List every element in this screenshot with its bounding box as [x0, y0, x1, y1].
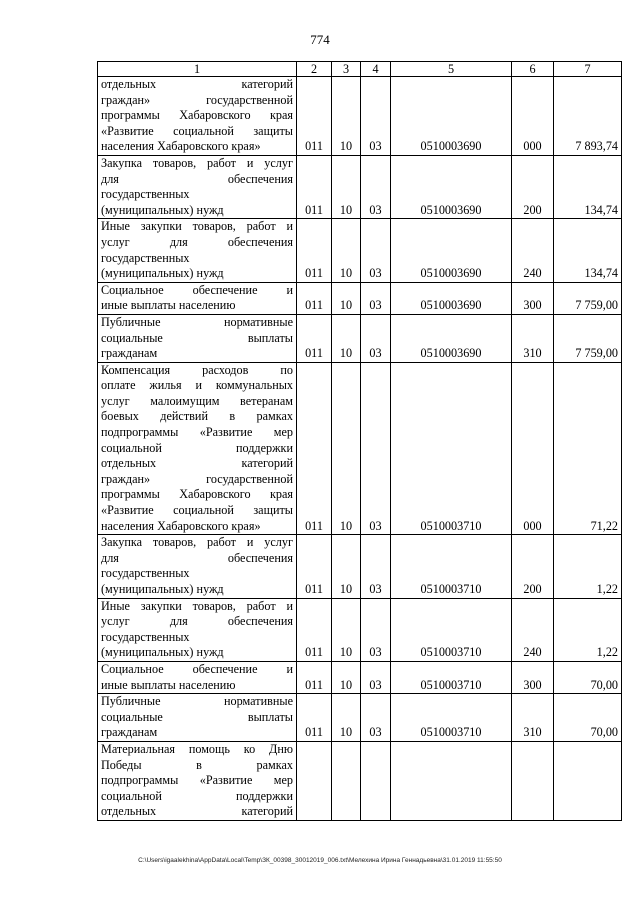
description-line: Иные закупки товаров, работ и [101, 219, 293, 234]
row-description [98, 535, 297, 598]
subsection-cell [361, 741, 391, 820]
expense-type-cell: 300 [512, 282, 554, 314]
row-description [98, 282, 297, 314]
description-line: государственных [101, 629, 190, 644]
description-line: для обеспечения [101, 550, 293, 565]
description-line: государственных [101, 566, 190, 581]
description-line: социальные выплаты [101, 709, 293, 724]
description-line: Победы в рамках [101, 757, 293, 772]
description-line: гражданам [101, 346, 158, 361]
section-cell: 10 [332, 362, 361, 535]
expense-type-cell: 000 [512, 362, 554, 535]
description-line: населения Хабаровского края» [101, 139, 261, 154]
description-line: Материальная помощь ко Дню [101, 741, 293, 756]
description-line: для обеспечения [101, 171, 293, 186]
admin-code-cell: 011 [297, 219, 332, 282]
table-row [98, 282, 622, 314]
target-article-cell: 0510003710 [391, 661, 512, 693]
column-header: 3 [332, 62, 361, 77]
amount-cell: 7 759,00 [554, 314, 622, 362]
description-line: социальной поддержки [101, 440, 293, 455]
admin-code-cell: 011 [297, 661, 332, 693]
admin-code-cell: 011 [297, 155, 332, 218]
target-article-cell: 0510003690 [391, 219, 512, 282]
description-line: Иные закупки товаров, работ и [101, 598, 293, 613]
section-cell [332, 741, 361, 820]
description-line: «Развитие социальной защиты [101, 123, 293, 138]
subsection-cell: 03 [361, 694, 391, 742]
expense-type-cell: 240 [512, 598, 554, 661]
expense-type-cell: 310 [512, 314, 554, 362]
section-cell: 10 [332, 598, 361, 661]
budget-table [97, 61, 622, 821]
column-header: 4 [361, 62, 391, 77]
row-description [98, 362, 297, 535]
row-description [98, 598, 297, 661]
description-line: отдельных категорий [101, 77, 293, 91]
description-line: населения Хабаровского края» [101, 518, 261, 533]
description-line: подпрограммы «Развитие мер [101, 425, 293, 440]
column-header: 5 [391, 62, 512, 77]
admin-code-cell: 011 [297, 282, 332, 314]
description-line: Закупка товаров, работ и услуг [101, 535, 293, 550]
description-line: государственных [101, 250, 190, 265]
table-row [98, 362, 622, 535]
column-header: 6 [512, 62, 554, 77]
amount-cell: 70,00 [554, 661, 622, 693]
subsection-cell: 03 [361, 77, 391, 156]
column-header: 1 [98, 62, 297, 77]
description-line: услуг малоимущим ветеранам [101, 393, 293, 408]
expense-type-cell: 000 [512, 77, 554, 156]
row-description [98, 155, 297, 218]
description-line: отдельных категорий [101, 456, 293, 471]
description-line: программы Хабаровского края [101, 487, 293, 502]
section-cell: 10 [332, 155, 361, 218]
description-line: Закупка товаров, работ и услуг [101, 155, 293, 170]
amount-cell [554, 741, 622, 820]
description-line: иные выплаты населению [101, 677, 236, 692]
description-line: социальной поддержки [101, 788, 293, 803]
description-line: государственных [101, 187, 190, 202]
table-row [98, 598, 622, 661]
table-row [98, 77, 622, 156]
description-line: «Развитие социальной защиты [101, 503, 293, 518]
description-line: Публичные нормативные [101, 314, 293, 329]
admin-code-cell [297, 741, 332, 820]
expense-type-cell [512, 741, 554, 820]
description-line: (муниципальных) нужд [101, 645, 224, 660]
admin-code-cell: 011 [297, 598, 332, 661]
section-cell: 10 [332, 661, 361, 693]
section-cell: 10 [332, 694, 361, 742]
section-cell: 10 [332, 282, 361, 314]
section-cell: 10 [332, 535, 361, 598]
amount-cell: 134,74 [554, 219, 622, 282]
row-description [98, 219, 297, 282]
amount-cell: 134,74 [554, 155, 622, 218]
description-line: граждан» государственной [101, 92, 293, 107]
description-line: (муниципальных) нужд [101, 202, 224, 217]
target-article-cell: 0510003690 [391, 77, 512, 156]
target-article-cell: 0510003710 [391, 694, 512, 742]
row-description [98, 741, 297, 820]
amount-cell: 1,22 [554, 598, 622, 661]
row-description [98, 661, 297, 693]
target-article-cell: 0510003710 [391, 598, 512, 661]
admin-code-cell: 011 [297, 362, 332, 535]
description-line: социальные выплаты [101, 330, 293, 345]
description-line: Социальное обеспечение и [101, 282, 293, 297]
section-cell: 10 [332, 314, 361, 362]
table-row [98, 741, 622, 820]
table-row [98, 314, 622, 362]
description-line: иные выплаты населению [101, 298, 236, 313]
subsection-cell: 03 [361, 598, 391, 661]
expense-type-cell: 300 [512, 661, 554, 693]
description-line: Компенсация расходов по [101, 362, 293, 377]
column-header: 7 [554, 62, 622, 77]
target-article-cell: 0510003690 [391, 282, 512, 314]
target-article-cell: 0510003710 [391, 535, 512, 598]
target-article-cell [391, 741, 512, 820]
table-row [98, 661, 622, 693]
subsection-cell: 03 [361, 219, 391, 282]
table-row [98, 535, 622, 598]
subsection-cell: 03 [361, 314, 391, 362]
description-line: услуг для обеспечения [101, 614, 293, 629]
expense-type-cell: 200 [512, 155, 554, 218]
row-description [98, 77, 297, 156]
target-article-cell: 0510003690 [391, 314, 512, 362]
amount-cell: 7 893,74 [554, 77, 622, 156]
amount-cell: 70,00 [554, 694, 622, 742]
description-line: оплате жилья и коммунальных [101, 378, 293, 393]
subsection-cell: 03 [361, 661, 391, 693]
description-line: Публичные нормативные [101, 694, 293, 709]
section-cell: 10 [332, 219, 361, 282]
description-line: программы Хабаровского края [101, 108, 293, 123]
table-row [98, 155, 622, 218]
table-row [98, 219, 622, 282]
admin-code-cell: 011 [297, 314, 332, 362]
description-line: (муниципальных) нужд [101, 582, 224, 596]
table-row [98, 694, 622, 742]
expense-type-cell: 240 [512, 219, 554, 282]
subsection-cell: 03 [361, 362, 391, 535]
page-number: 774 [310, 32, 330, 47]
description-line: гражданам [101, 725, 158, 740]
amount-cell: 1,22 [554, 535, 622, 598]
target-article-cell: 0510003690 [391, 155, 512, 218]
subsection-cell: 03 [361, 282, 391, 314]
description-line: граждан» государственной [101, 471, 293, 486]
admin-code-cell: 011 [297, 77, 332, 156]
subsection-cell: 03 [361, 155, 391, 218]
description-line: отдельных категорий [101, 804, 293, 819]
target-article-cell: 0510003710 [391, 362, 512, 535]
admin-code-cell: 011 [297, 535, 332, 598]
expense-type-cell: 200 [512, 535, 554, 598]
table-header-row [98, 62, 622, 77]
subsection-cell: 03 [361, 535, 391, 598]
description-line: боевых действий в рамках [101, 409, 293, 424]
row-description [98, 314, 297, 362]
section-cell: 10 [332, 77, 361, 156]
amount-cell: 7 759,00 [554, 282, 622, 314]
description-line: подпрограммы «Развитие мер [101, 773, 293, 788]
description-line: Социальное обеспечение и [101, 661, 293, 676]
expense-type-cell: 310 [512, 694, 554, 742]
column-header: 2 [297, 62, 332, 77]
row-description [98, 694, 297, 742]
admin-code-cell: 011 [297, 694, 332, 742]
description-line: (муниципальных) нужд [101, 266, 224, 281]
file-path-footer: C:\Users\igaalekhina\AppData\Local\Temp\ЗК_00398_30012019_006.txt\Мелехина Ирина Геннадьевна\31.01.2019 11:55:50 [138, 857, 502, 864]
description-line: услуг для обеспечения [101, 234, 293, 249]
amount-cell: 71,22 [554, 362, 622, 535]
